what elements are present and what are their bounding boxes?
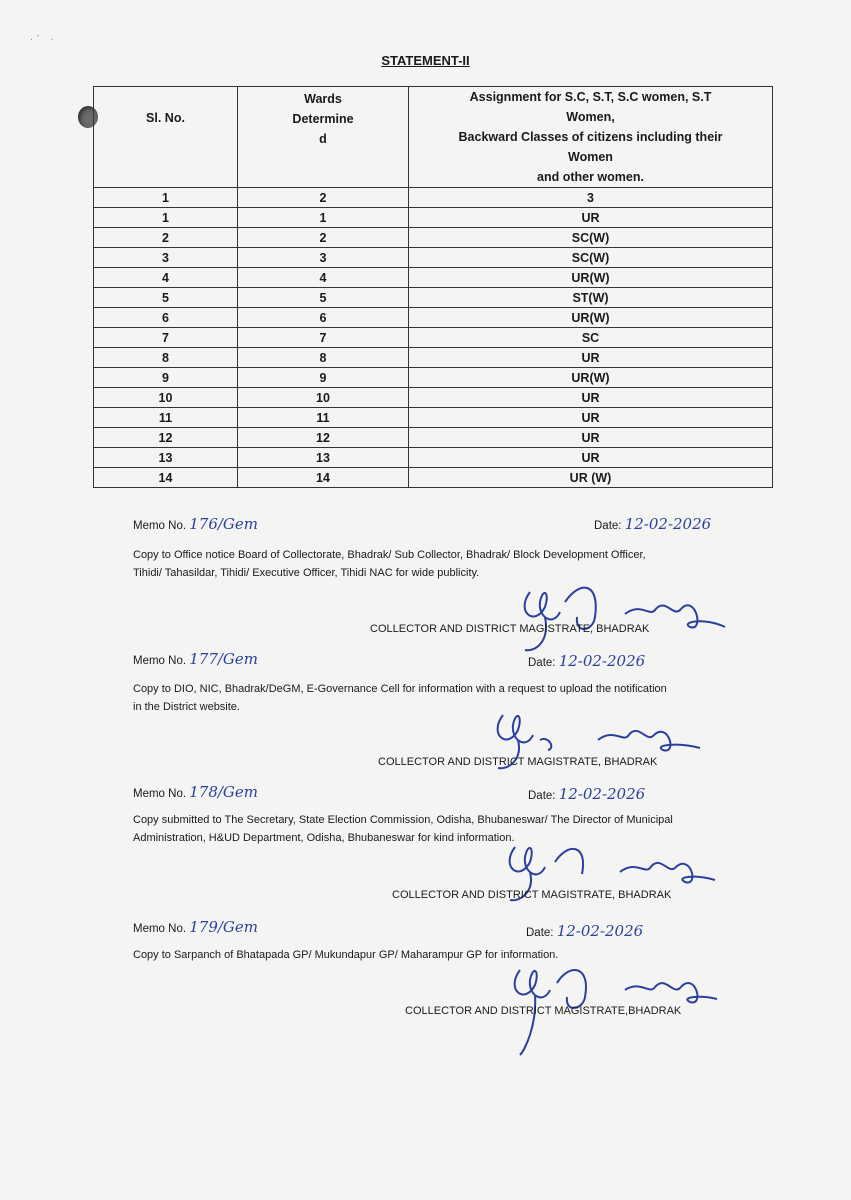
cell-sl-no: 7 bbox=[94, 328, 238, 348]
table-row bbox=[94, 228, 773, 248]
cell-sl-no: 6 bbox=[94, 308, 238, 328]
cell-ward: 10 bbox=[238, 388, 409, 408]
date-label: Date: bbox=[528, 790, 556, 802]
header-sl-no: Sl. No. bbox=[94, 87, 238, 188]
cell-ward: 9 bbox=[238, 368, 409, 388]
cell-assignment: UR bbox=[409, 208, 773, 228]
memo-1-date-line bbox=[594, 515, 711, 533]
signatory-3: COLLECTOR AND DISTRICT MAGISTRATE, BHADRAK bbox=[392, 889, 672, 901]
table-row bbox=[94, 188, 773, 208]
date-handwritten: 12-02-2026 bbox=[558, 785, 646, 803]
page-title: STATEMENT-II bbox=[381, 53, 470, 68]
memo-number-handwritten: 177/Gem bbox=[189, 650, 259, 668]
cell-sl-no: 9 bbox=[94, 368, 238, 388]
cell-ward: 3 bbox=[238, 248, 409, 268]
table-row bbox=[94, 348, 773, 368]
header-wards-determined: Wards Determine d bbox=[238, 87, 409, 188]
date-handwritten: 12-02-2026 bbox=[558, 652, 646, 670]
memo-3-body: Copy submitted to The Secretary, State Election Commission, Odisha, Bhubaneswar/ The Director of Municipal Administration, H&UD Department, Odisha, Bhubaneswar for kind information. bbox=[133, 814, 673, 844]
memo-4-body: Copy to Sarpanch of Bhatapada GP/ Mukundapur GP/ Maharampur GP for information. bbox=[133, 949, 559, 961]
date-label: Date: bbox=[526, 927, 554, 939]
memo-2-date-line bbox=[528, 652, 645, 670]
memo-number-handwritten: 178/Gem bbox=[189, 783, 259, 801]
cell-ward: 4 bbox=[238, 268, 409, 288]
cell-ward: 5 bbox=[238, 288, 409, 308]
memo-label: Memo No. bbox=[133, 655, 187, 667]
scan-specks: ·´ · bbox=[30, 34, 58, 44]
cell-sl-no: 12 bbox=[94, 428, 238, 448]
cell-assignment: SC(W) bbox=[409, 228, 773, 248]
cell-assignment: SC(W) bbox=[409, 248, 773, 268]
table-row bbox=[94, 208, 773, 228]
table-row bbox=[94, 368, 773, 388]
table-row bbox=[94, 288, 773, 308]
cell-sl-no: 3 bbox=[94, 248, 238, 268]
cell-sl-no: 10 bbox=[94, 388, 238, 408]
memo-label: Memo No. bbox=[133, 923, 187, 935]
cell-sl-no: 1 bbox=[94, 208, 238, 228]
cell-ward: 8 bbox=[238, 348, 409, 368]
signature-1 bbox=[505, 572, 745, 657]
cell-assignment: 3 bbox=[409, 188, 773, 208]
table-row bbox=[94, 388, 773, 408]
cell-sl-no: 8 bbox=[94, 348, 238, 368]
memo-number-handwritten: 179/Gem bbox=[189, 918, 259, 936]
memo-label: Memo No. bbox=[133, 520, 187, 532]
table-row bbox=[94, 328, 773, 348]
table-row bbox=[94, 428, 773, 448]
cell-assignment: UR bbox=[409, 448, 773, 468]
cell-sl-no: 13 bbox=[94, 448, 238, 468]
table-row bbox=[94, 308, 773, 328]
cell-ward: 2 bbox=[238, 228, 409, 248]
cell-assignment: UR bbox=[409, 428, 773, 448]
date-label: Date: bbox=[594, 520, 622, 532]
cell-assignment: UR bbox=[409, 348, 773, 368]
table-row bbox=[94, 468, 773, 488]
memo-3-number-line bbox=[133, 783, 258, 801]
cell-assignment: UR(W) bbox=[409, 268, 773, 288]
cell-ward: 14 bbox=[238, 468, 409, 488]
cell-ward: 6 bbox=[238, 308, 409, 328]
cell-sl-no: 14 bbox=[94, 468, 238, 488]
cell-assignment: UR bbox=[409, 388, 773, 408]
memo-4-number-line bbox=[133, 918, 258, 936]
cell-ward: 2 bbox=[238, 188, 409, 208]
cell-assignment: ST(W) bbox=[409, 288, 773, 308]
date-label: Date: bbox=[528, 657, 556, 669]
table-row bbox=[94, 448, 773, 468]
cell-ward: 7 bbox=[238, 328, 409, 348]
cell-sl-no: 11 bbox=[94, 408, 238, 428]
signatory-2: COLLECTOR AND DISTRICT MAGISTRATE, BHADRAK bbox=[378, 756, 658, 768]
cell-sl-no: 5 bbox=[94, 288, 238, 308]
memo-1-number-line bbox=[133, 515, 258, 533]
memo-3-date-line bbox=[528, 785, 645, 803]
cell-sl-no: 2 bbox=[94, 228, 238, 248]
memo-1-body: Copy to Office notice Board of Collectorate, Bhadrak/ Sub Collector, Bhadrak/ Block Development Officer, Tihidi/ Tahasildar, Tihidi/ Executive Officer, Tihidi NAC for wide publicity. bbox=[133, 549, 646, 579]
memo-number-handwritten: 176/Gem bbox=[189, 515, 259, 533]
cell-assignment: UR(W) bbox=[409, 368, 773, 388]
header-assignment: Assignment for S.C, S.T, S.C women, S.T Women, Backward Classes of citizens including their Women and other women. bbox=[409, 87, 773, 188]
date-handwritten: 12-02-2026 bbox=[556, 922, 644, 940]
table-row bbox=[94, 268, 773, 288]
date-handwritten: 12-02-2026 bbox=[624, 515, 712, 533]
cell-assignment: UR (W) bbox=[409, 468, 773, 488]
table-row bbox=[94, 248, 773, 268]
cell-sl-no: 4 bbox=[94, 268, 238, 288]
cell-assignment: SC bbox=[409, 328, 773, 348]
memo-4-date-line bbox=[526, 922, 643, 940]
cell-ward: 13 bbox=[238, 448, 409, 468]
cell-ward: 11 bbox=[238, 408, 409, 428]
memo-2-number-line bbox=[133, 650, 258, 668]
table-header-row bbox=[94, 87, 773, 188]
cell-ward: 1 bbox=[238, 208, 409, 228]
memo-2-body: Copy to DIO, NIC, Bhadrak/DeGM, E-Governance Cell for information with a request to upload the notification in the District website. bbox=[133, 683, 667, 713]
table-body bbox=[94, 188, 773, 488]
cell-assignment: UR(W) bbox=[409, 308, 773, 328]
cell-sl-no: 1 bbox=[94, 188, 238, 208]
cell-ward: 12 bbox=[238, 428, 409, 448]
statement-table bbox=[93, 86, 773, 488]
cell-assignment: UR bbox=[409, 408, 773, 428]
table-row bbox=[94, 408, 773, 428]
signatory-4: COLLECTOR AND DISTRICT MAGISTRATE,BHADRAK bbox=[405, 1005, 682, 1017]
memo-label: Memo No. bbox=[133, 788, 187, 800]
signatory-1: COLLECTOR AND DISTRICT MAGISTRATE, BHADRAK bbox=[370, 623, 650, 635]
